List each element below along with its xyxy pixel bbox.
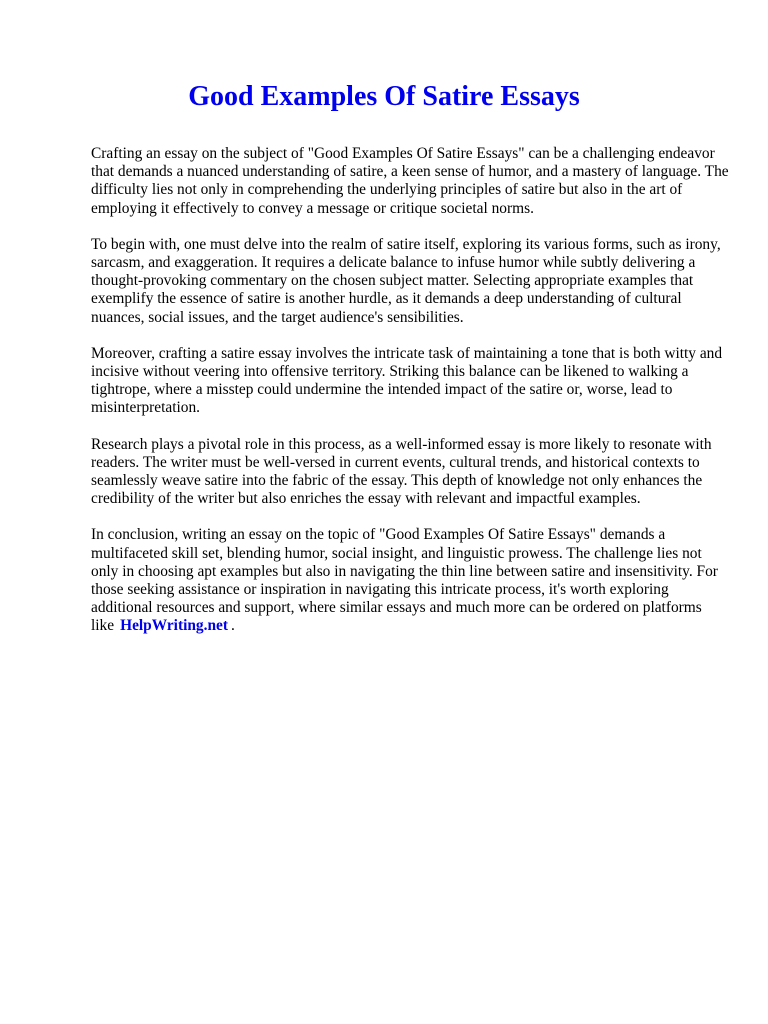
paragraph-research: Research plays a pivotal role in this process, as a well-informed essay is more likely to resonate with readers. The writer must be well-versed in current events, cultural trends, and historical contexts to seamlessly weave satire into the fabric of the essay. This depth of knowledge not only enhances the credibility of the writer but also enriches the essay with relevant and impactful examples.: [91, 435, 712, 508]
document-title: Good Examples Of Satire Essays: [188, 81, 580, 112]
paragraph-satire-forms: To begin with, one must delve into the realm of satire itself, exploring its various forms, such as irony, sarcasm, and exaggeration. It requires a delicate balance to infuse humor while subtly delivering a thought-provoking commentary on the chosen subject matter. Selecting appropriate examples that exemplify the essence of satire is another hurdle, as it demands a deep understanding of cultural nuances, social issues, and the target audience's sensibilities.: [91, 235, 721, 326]
helpwriting-link[interactable]: HelpWriting.net: [120, 617, 228, 635]
conclusion-period: .: [230, 617, 235, 635]
paragraph-intro: Crafting an essay on the subject of "Good Examples Of Satire Essays" can be a challenging endeavor that demands a nuanced understanding of satire, a keen sense of humor, and a mastery of language. The difficulty lies not only in comprehending the underlying principles of satire but also in the art of employing it effectively to convey a message or critique societal norms.: [91, 145, 729, 217]
document-body: [91, 145, 731, 654]
conclusion-text: In conclusion, writing an essay on the topic of "Good Examples Of Satire Essays" demands a multifaceted skill set, blending humor, social insight, and linguistic prowess. The challenge lies not only in choosing apt examples but also in navigating the thin line between satire and insensitivity. For those seeking assistance or inspiration in navigating this intricate process, it's worth exploring additional resources and support, where similar essays and much more can be ordered on platforms like: [91, 526, 718, 635]
paragraph-tone: Moreover, crafting a satire essay involves the intricate task of maintaining a tone that is both witty and incisive without veering into offensive territory. Striking this balance can be likened to walking a tightrope, where a misstep could undermine the intended impact of the satire or, worse, lead to misinterpretation.: [91, 344, 723, 417]
paragraph-conclusion: [91, 526, 731, 635]
